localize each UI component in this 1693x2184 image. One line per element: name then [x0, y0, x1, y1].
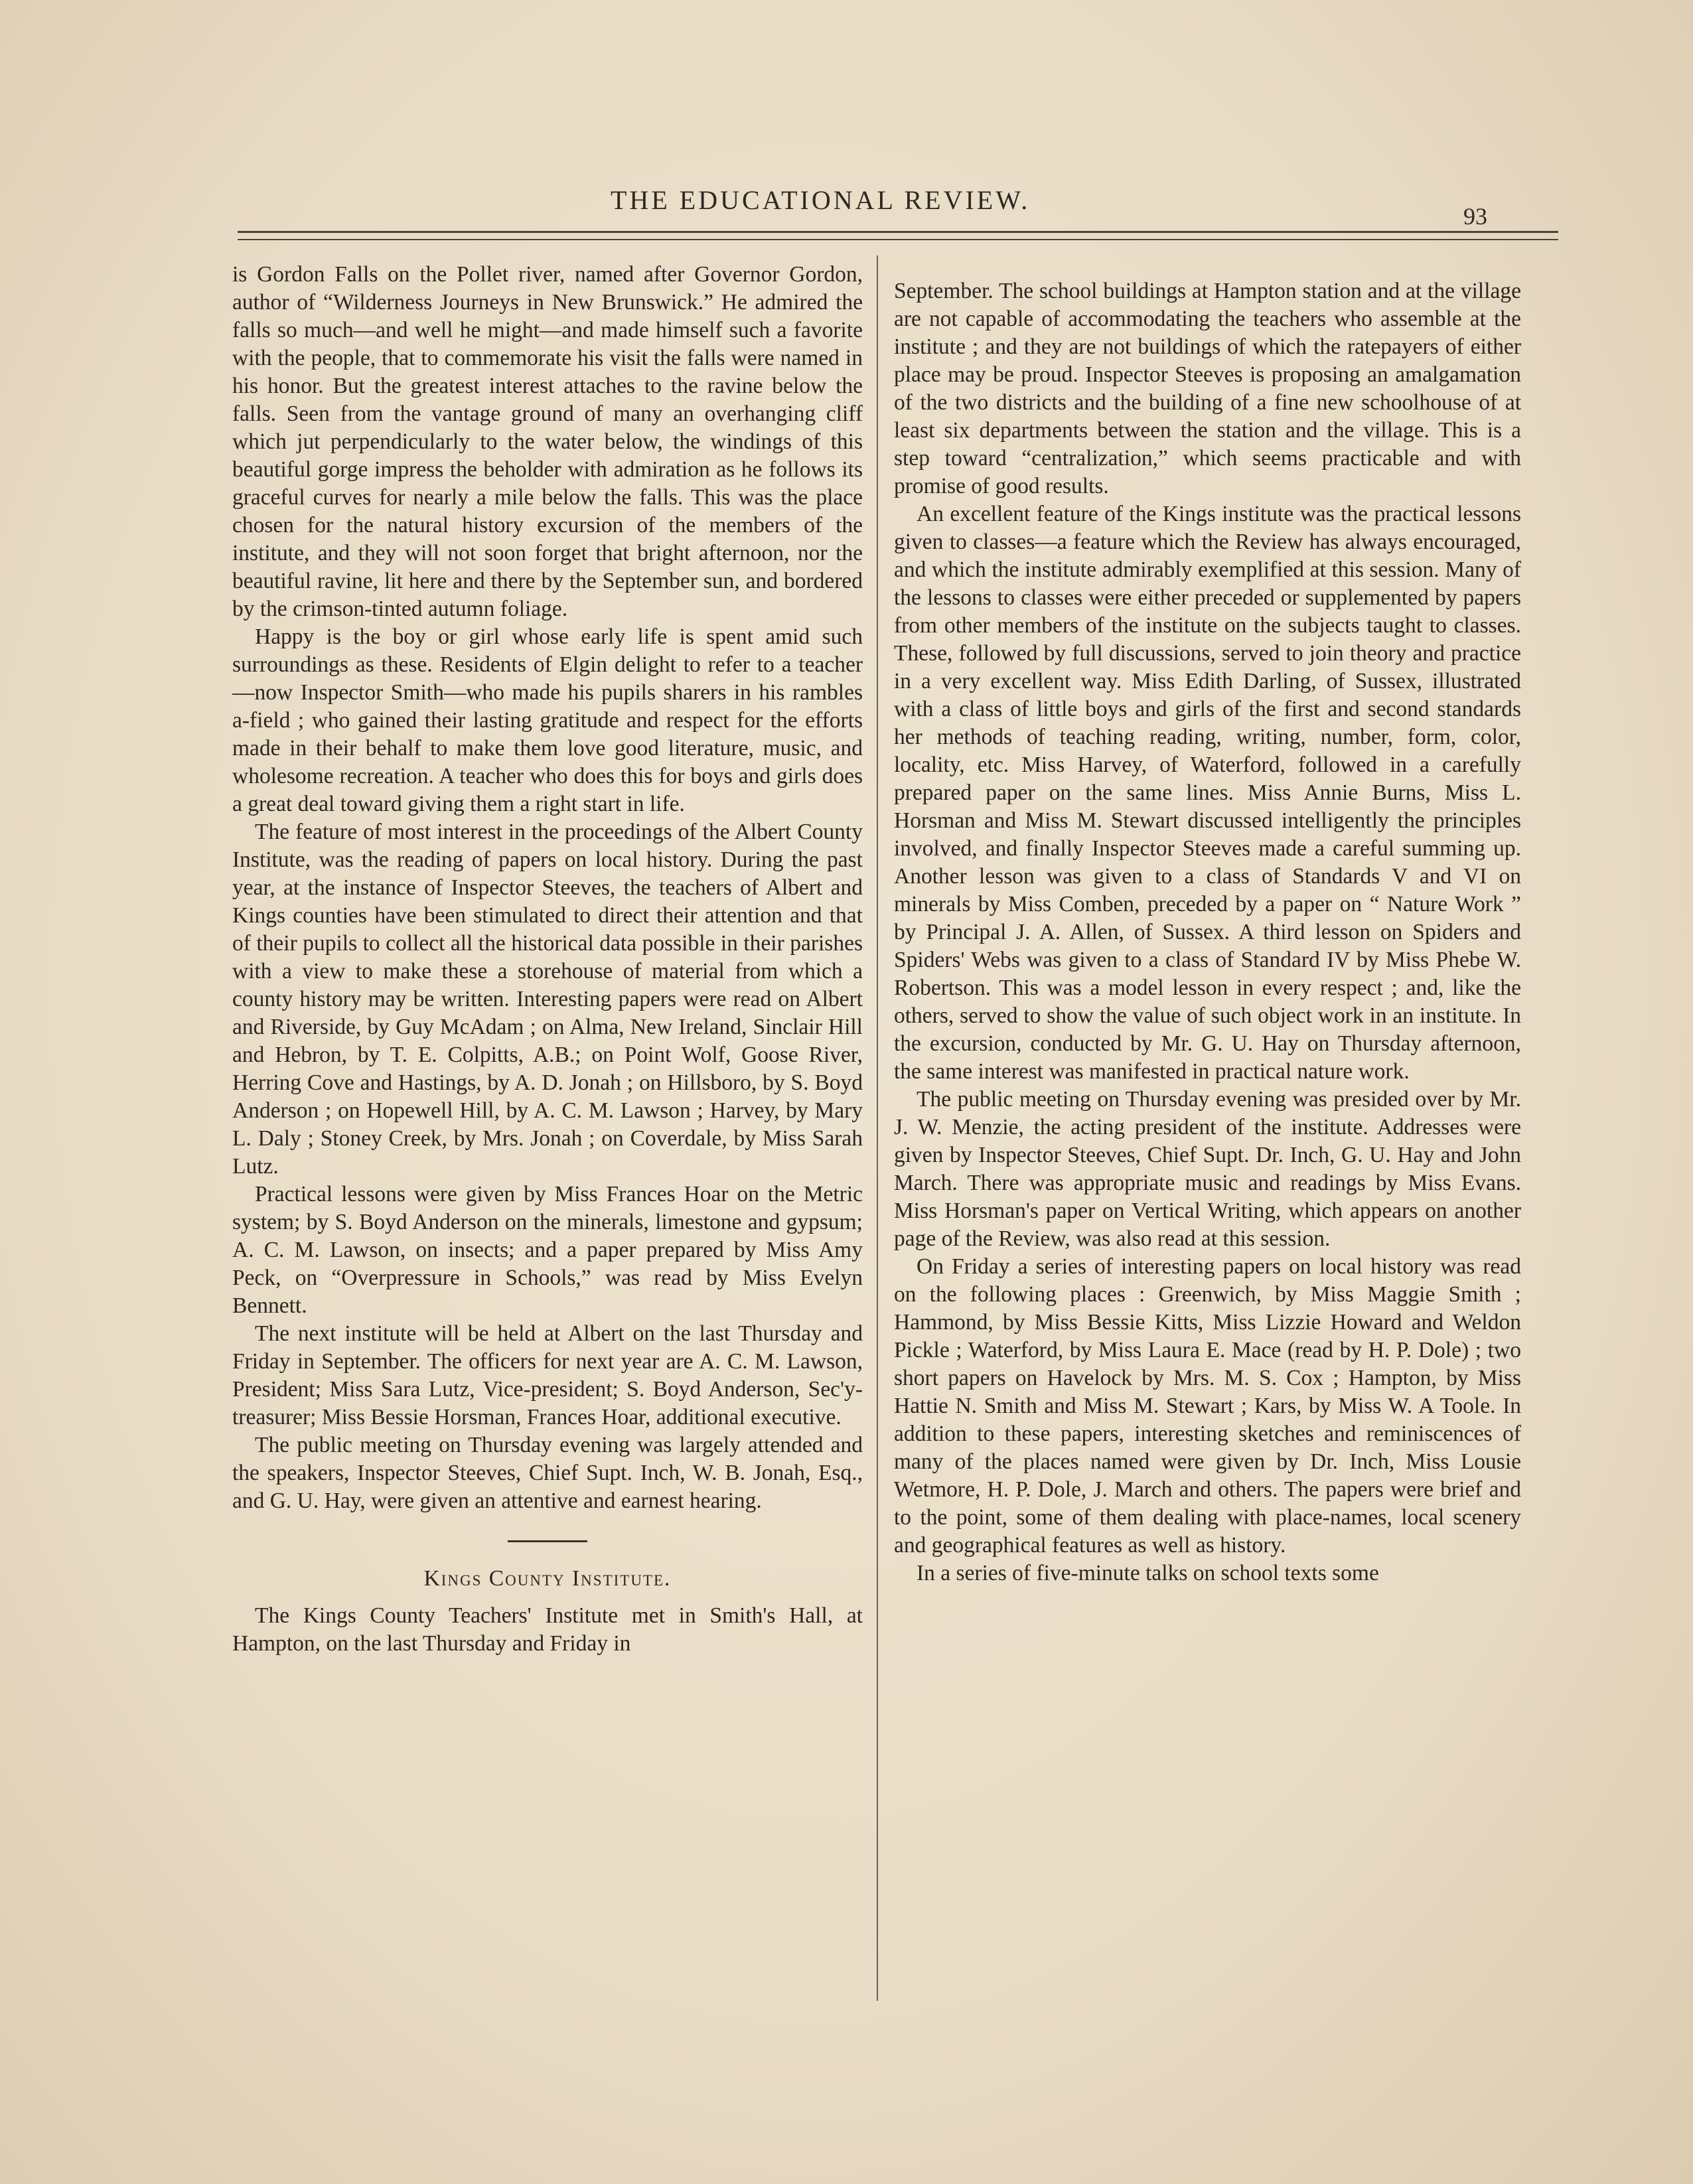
- paragraph: On Friday a series of interesting papers on local history was read on the following places : Greenwich, by Miss Maggie Smith ; Hammond, by Miss Bessie Kitts, Miss Lizzie Howard and Weldon Pickle ; Waterford, by Miss Laura E. Mace (read by H. P. Dole) ; two short papers on Havelock by Mrs. M. S. Cox ; Hampton, by Miss Hattie N. Smith and Miss M. Stewart ; Kars, by Miss W. A Toole. In addition to these papers, interesting sketches and reminiscences of many of the places named were given by Dr. Inch, Miss Lousie Wetmore, H. P. Dole, J. March and others. The papers were brief and to the point, some of them dealing with place-names, local scenery and geographical features as well as history.: [894, 1254, 1521, 1558]
- paragraph: In a series of five-minute talks on school texts some: [917, 1561, 1379, 1585]
- running-header: THE EDUCATIONAL REVIEW.: [611, 185, 1031, 215]
- paragraph: The next institute will be held at Albert on the last Thursday and Friday in September. The officers for next year are A. C. M. Lawson, President; Miss Sara Lutz, Vice-president; S. Boyd Anderson, Sec'y-treasurer; Miss Bessie Horsman, Frances Hoar, additional executive.: [232, 1321, 863, 1429]
- paragraph: The public meeting on Thursday evening was largely attended and the speakers, Inspector Steeves, Chief Supt. Inch, W. B. Jonah, Esq., and G. U. Hay, were given an attentive and earnest hearing.: [232, 1433, 863, 1513]
- paragraph: The feature of most interest in the proceedings of the Albert County Institute, was the reading of papers on local history. During the past year, at the instance of Inspector Steeves, the teachers of Albert and Kings counties have been stimulated to direct their attention and that of their pupils to collect all the historical data possible in their parishes with a view to make these a storehouse of material from which a county history may be written. Interesting papers were read on Albert and Riverside, by Guy McAdam ; on Alma, New Ireland, Sinclair Hill and Hebron, by T. E. Colpitts, A.B.; on Point Wolf, Goose River, Herring Cove and Hastings, by A. D. Jonah ; on Hillsboro, by S. Boyd Anderson ; on Hopewell Hill, by A. C. M. Lawson ; Harvey, by Mary L. Daly ; Stoney Creek, by Mrs. Jonah ; on Coverdale, by Miss Sarah Lutz.: [232, 820, 863, 1179]
- paragraph: The Kings County Teachers' Institute met in Smith's Hall, at Hampton, on the last Thursday and Friday in: [232, 1603, 863, 1656]
- header-rule: [238, 231, 1558, 233]
- page-number: 93: [1463, 203, 1487, 230]
- column-divider: [877, 255, 878, 2001]
- paragraph: Happy is the boy or girl whose early life is spent amid such surroundings as these. Residents of Elgin delight to refer to a teacher—now Inspector Smith—who made his pupils sharers in his rambles a-field ; who gained their lasting gratitude and respect for the efforts made in their behalf to make them love good literature, music, and wholesome recreation. A teacher who does this for boys and girls does a great deal toward giving them a right start in life.: [232, 624, 863, 816]
- left-column: [232, 261, 863, 1658]
- paragraph: September. The school buildings at Hampton station and at the village are not capable of accommodating the teachers who assemble at the institute ; and they are not buildings of which the ratepayers of either place may be proud. Inspector Steeves is proposing an amalgamation of the two districts and the building of a fine new schoolhouse of at least six departments between the station and the village. This is a step toward “centralization,” which seems practicable and with promise of good results.: [894, 279, 1521, 498]
- paragraph: Practical lessons were given by Miss Frances Hoar on the Metric system; by S. Boyd Anderson on the minerals, limestone and gypsum; A. C. M. Lawson, on insects; and a paper prepared by Miss Amy Peck, on “Overpressure in Schools,” was read by Miss Evelyn Bennett.: [232, 1182, 863, 1318]
- paragraph: is Gordon Falls on the Pollet river, named after Governor Gordon, author of “Wilderness Journeys in New Brunswick.” He admired the falls so much—and well he might—and made himself such a favorite with the people, that to commemorate his visit the falls were named in his honor. But the greatest interest attaches to the ravine below the falls. Seen from the vantage ground of many an overhanging cliff which jut perpendicularly to the water below, the windings of this beautiful gorge impress the beholder with admiration as he follows its graceful curves for nearly a mile below the falls. This was the place chosen for the natural history excursion of the members of the institute, and they will not soon forget that bright afternoon, nor the beautiful ravine, lit here and there by the September sun, and bordered by the crimson-tinted autumn foliage.: [232, 262, 863, 621]
- section-heading: Kings County Institute.: [423, 1566, 672, 1591]
- header-rule-thin: [238, 239, 1558, 240]
- section-divider: [508, 1540, 587, 1542]
- paragraph: The public meeting on Thursday evening was presided over by Mr. J. W. Menzie, the acting president of the institute. Addresses were given by Inspector Steeves, Chief Supt. Dr. Inch, G. U. Hay and John March. There was appropriate music and readings by Miss Evans. Miss Horsman's paper on Vertical Writing, which appears on another page of the Review, was also read at this session.: [894, 1087, 1521, 1251]
- right-column: [894, 277, 1521, 1587]
- paragraph: An excellent feature of the Kings institute was the practical lessons given to classes—a feature which the Review has always encouraged, and which the institute admirably exemplified at this session. Many of the lessons to classes were either preceded or supplemented by papers from other members of the institute on the subjects taught to classes. These, followed by full discussions, served to join theory and practice in a very excellent way. Miss Edith Darling, of Sussex, illustrated with a class of little boys and girls of the first and second standards her methods of teaching reading, writing, number, form, color, locality, etc. Miss Harvey, of Waterford, followed in a carefully prepared paper on the same lines. Miss Annie Burns, Miss L. Horsman and Miss M. Stewart discussed intelligently the principles involved, and finally Inspector Steeves made a careful summing up. Another lesson was given to a class of Standards V and VI on minerals by Miss Comben, preceded by a paper on “ Nature Work ” by Principal J. A. Allen, of Sussex. A third lesson on Spiders and Spiders' Webs was given to a class of Standard IV by Miss Phebe W. Robertson. This was a model lesson in every respect ; and, like the others, served to show the value of such object work in an institute. In the excursion, conducted by Mr. G. U. Hay on Thursday afternoon, the same interest was manifested in practical nature work.: [894, 502, 1521, 1084]
